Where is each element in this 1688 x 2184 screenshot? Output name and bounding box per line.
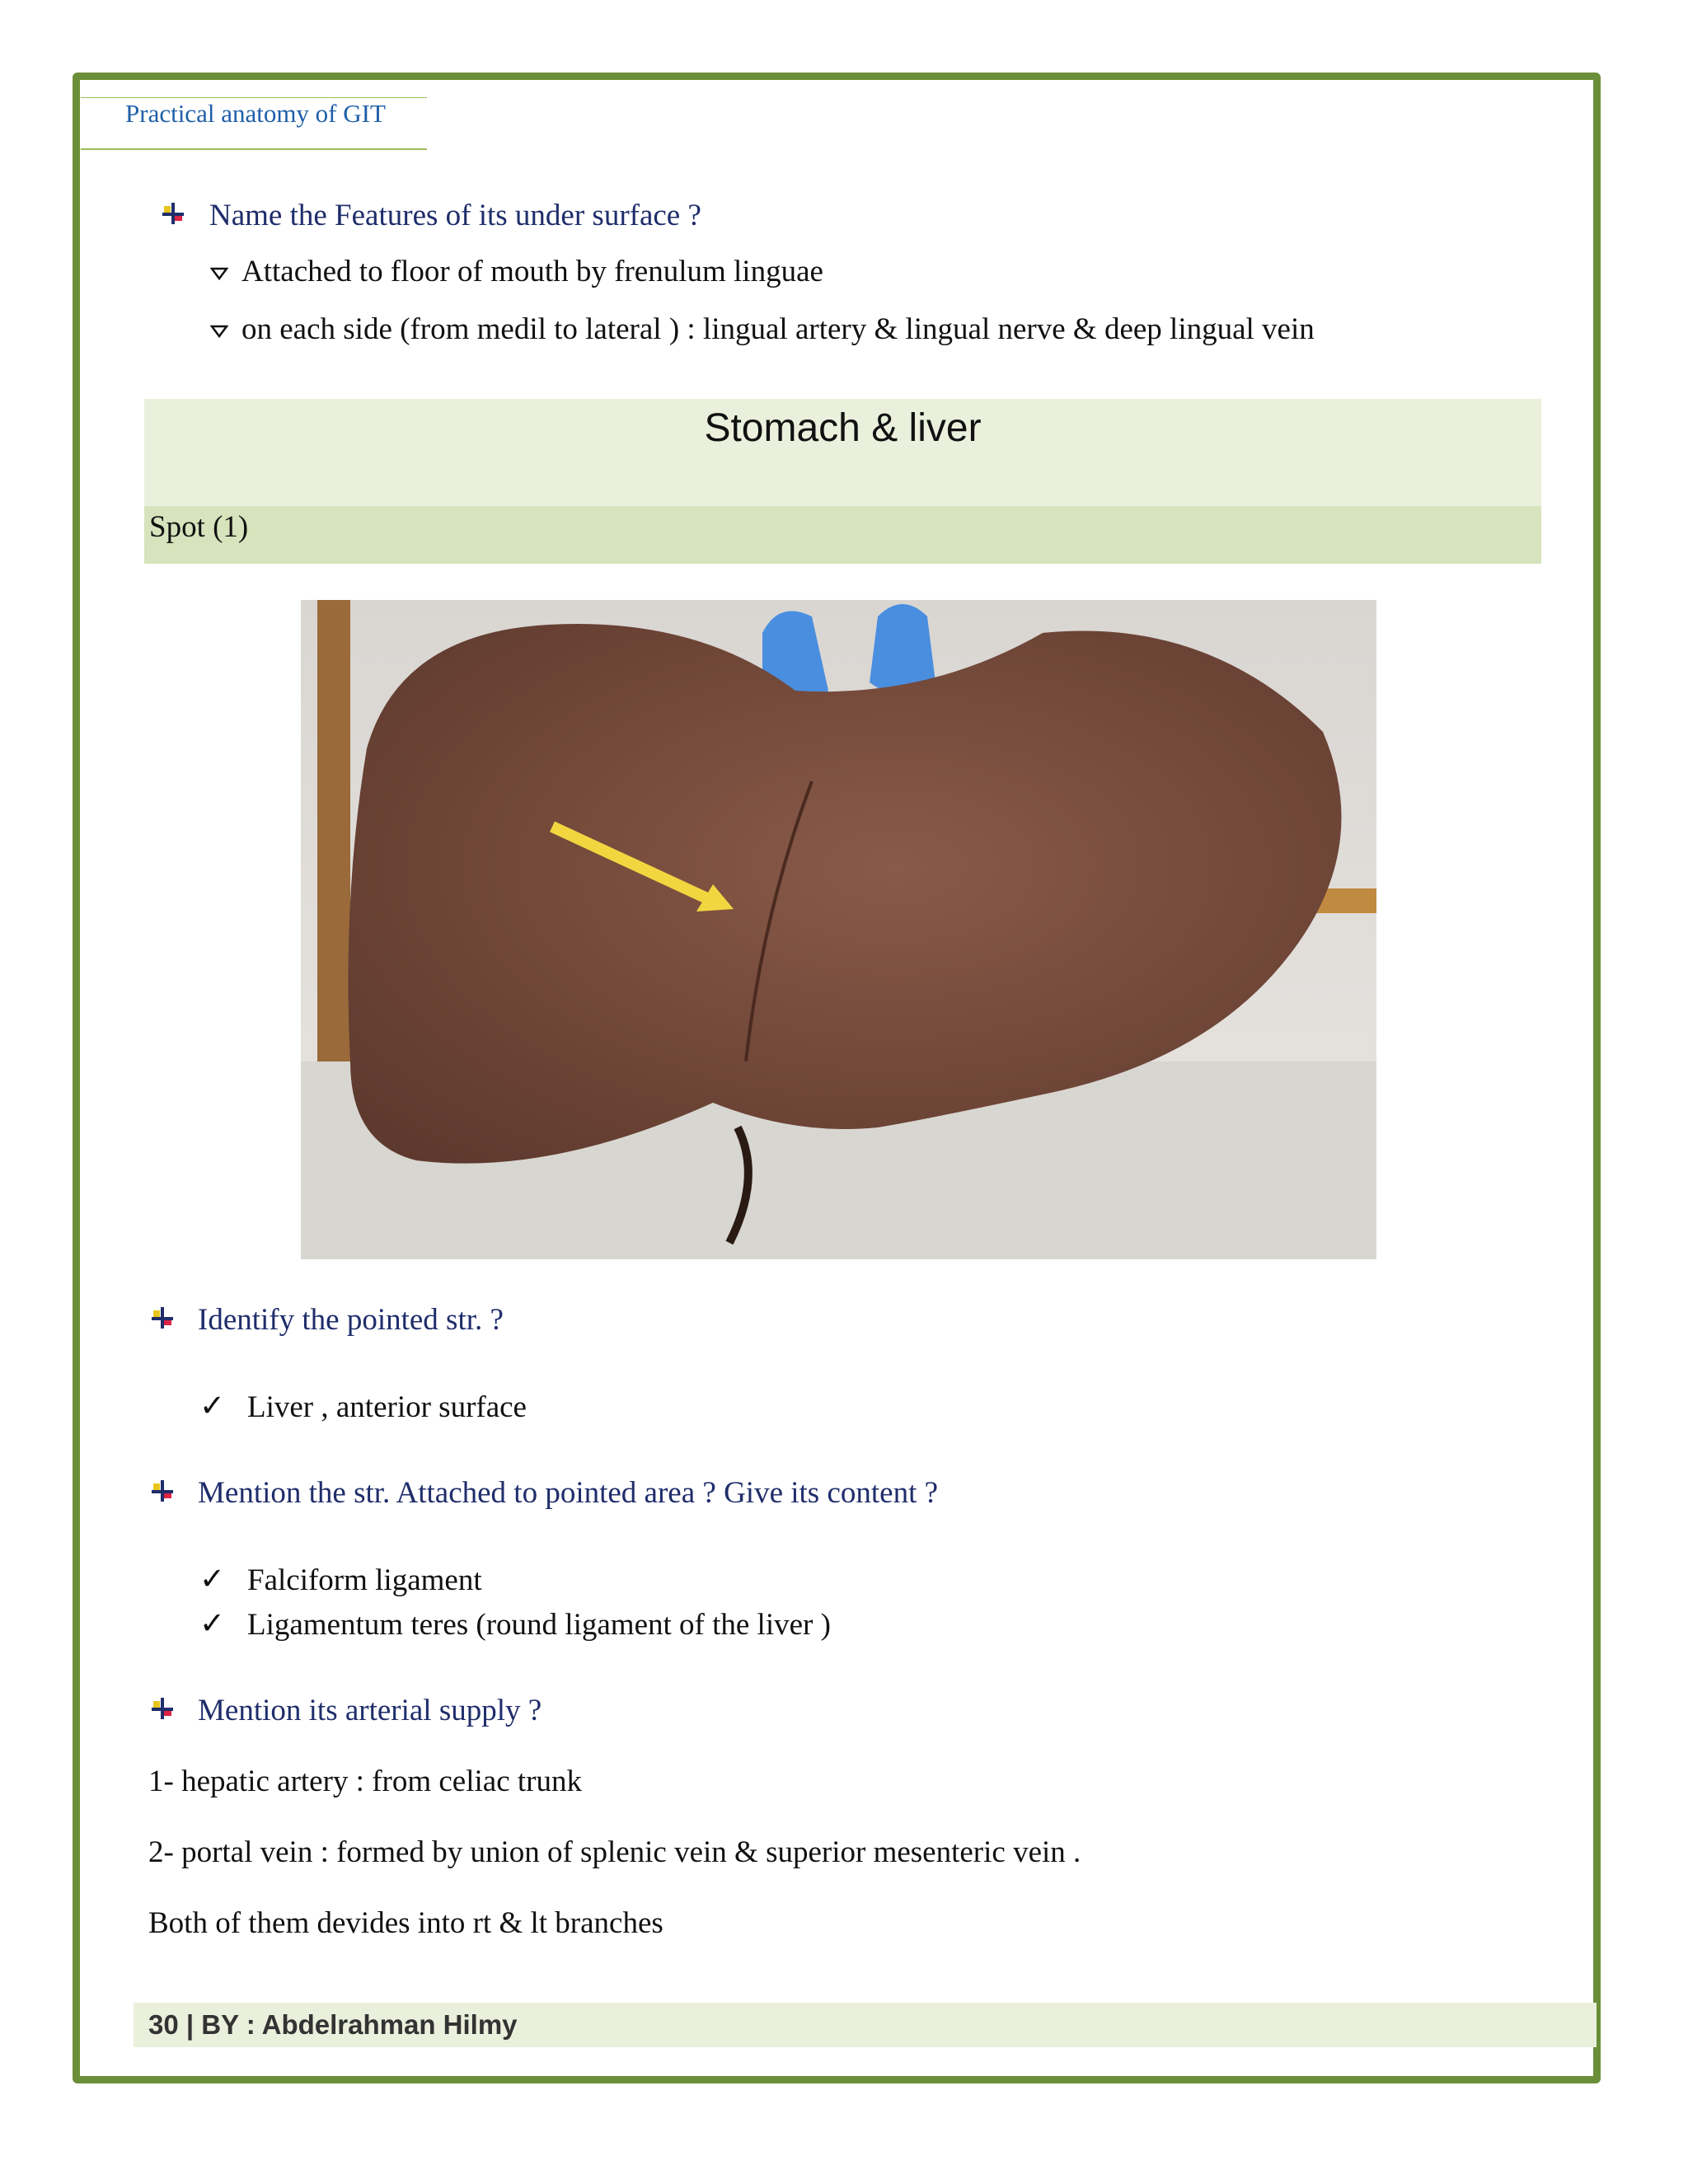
- section-title-band: [144, 399, 1541, 506]
- pushpin-bullet-icon: [150, 1696, 175, 1721]
- q2-question: Mention the str. Attached to pointed area ? Give its content ?: [198, 1476, 939, 1510]
- header-rule-top: [81, 97, 427, 98]
- q3-line-3: Both of them devides into rt & lt branches: [148, 1906, 663, 1940]
- pushpin-bullet-icon: [161, 201, 185, 226]
- spot-label: Spot (1): [149, 510, 249, 544]
- q1-question: Identify the pointed str. ?: [198, 1303, 504, 1337]
- pushpin-bullet-icon: [150, 1305, 175, 1330]
- header-rule: [81, 148, 427, 150]
- q3-line-2: 2- portal vein : formed by union of splenic vein & superior mesenteric vein .: [148, 1835, 1081, 1869]
- q1-answer: Liver , anterior surface: [247, 1390, 527, 1424]
- tongue-answer-2: on each side (from medil to lateral ) : lingual artery & lingual nerve & deep lingual vein: [241, 312, 1315, 346]
- q2-answer-1: Falciform ligament: [247, 1563, 482, 1597]
- section-title: Stomach & liver: [704, 406, 982, 450]
- tongue-answer-1: Attached to floor of mouth by frenulum linguae: [241, 255, 823, 288]
- spot-band: [144, 506, 1541, 564]
- check-icon: ✓: [199, 1388, 226, 1423]
- header-title: Practical anatomy of GIT: [125, 99, 386, 128]
- q2-answer-2: Ligamentum teres (round ligament of the liver ): [247, 1608, 831, 1642]
- footer-text: 30 | BY : Abdelrahman Hilmy: [148, 2009, 518, 2040]
- triangle-bullet-icon: [210, 266, 228, 281]
- triangle-bullet-icon: [210, 324, 228, 339]
- tongue-question: Name the Features of its under surface ?: [209, 199, 701, 232]
- page-footer: [134, 2003, 1597, 2047]
- pushpin-bullet-icon: [150, 1479, 175, 1503]
- q3-line-1: 1- hepatic artery : from celiac trunk: [148, 1765, 582, 1798]
- q3-question: Mention its arterial supply ?: [198, 1694, 542, 1727]
- check-icon: ✓: [199, 1605, 226, 1641]
- check-icon: ✓: [199, 1561, 226, 1596]
- liver-specimen-photo: [301, 600, 1376, 1259]
